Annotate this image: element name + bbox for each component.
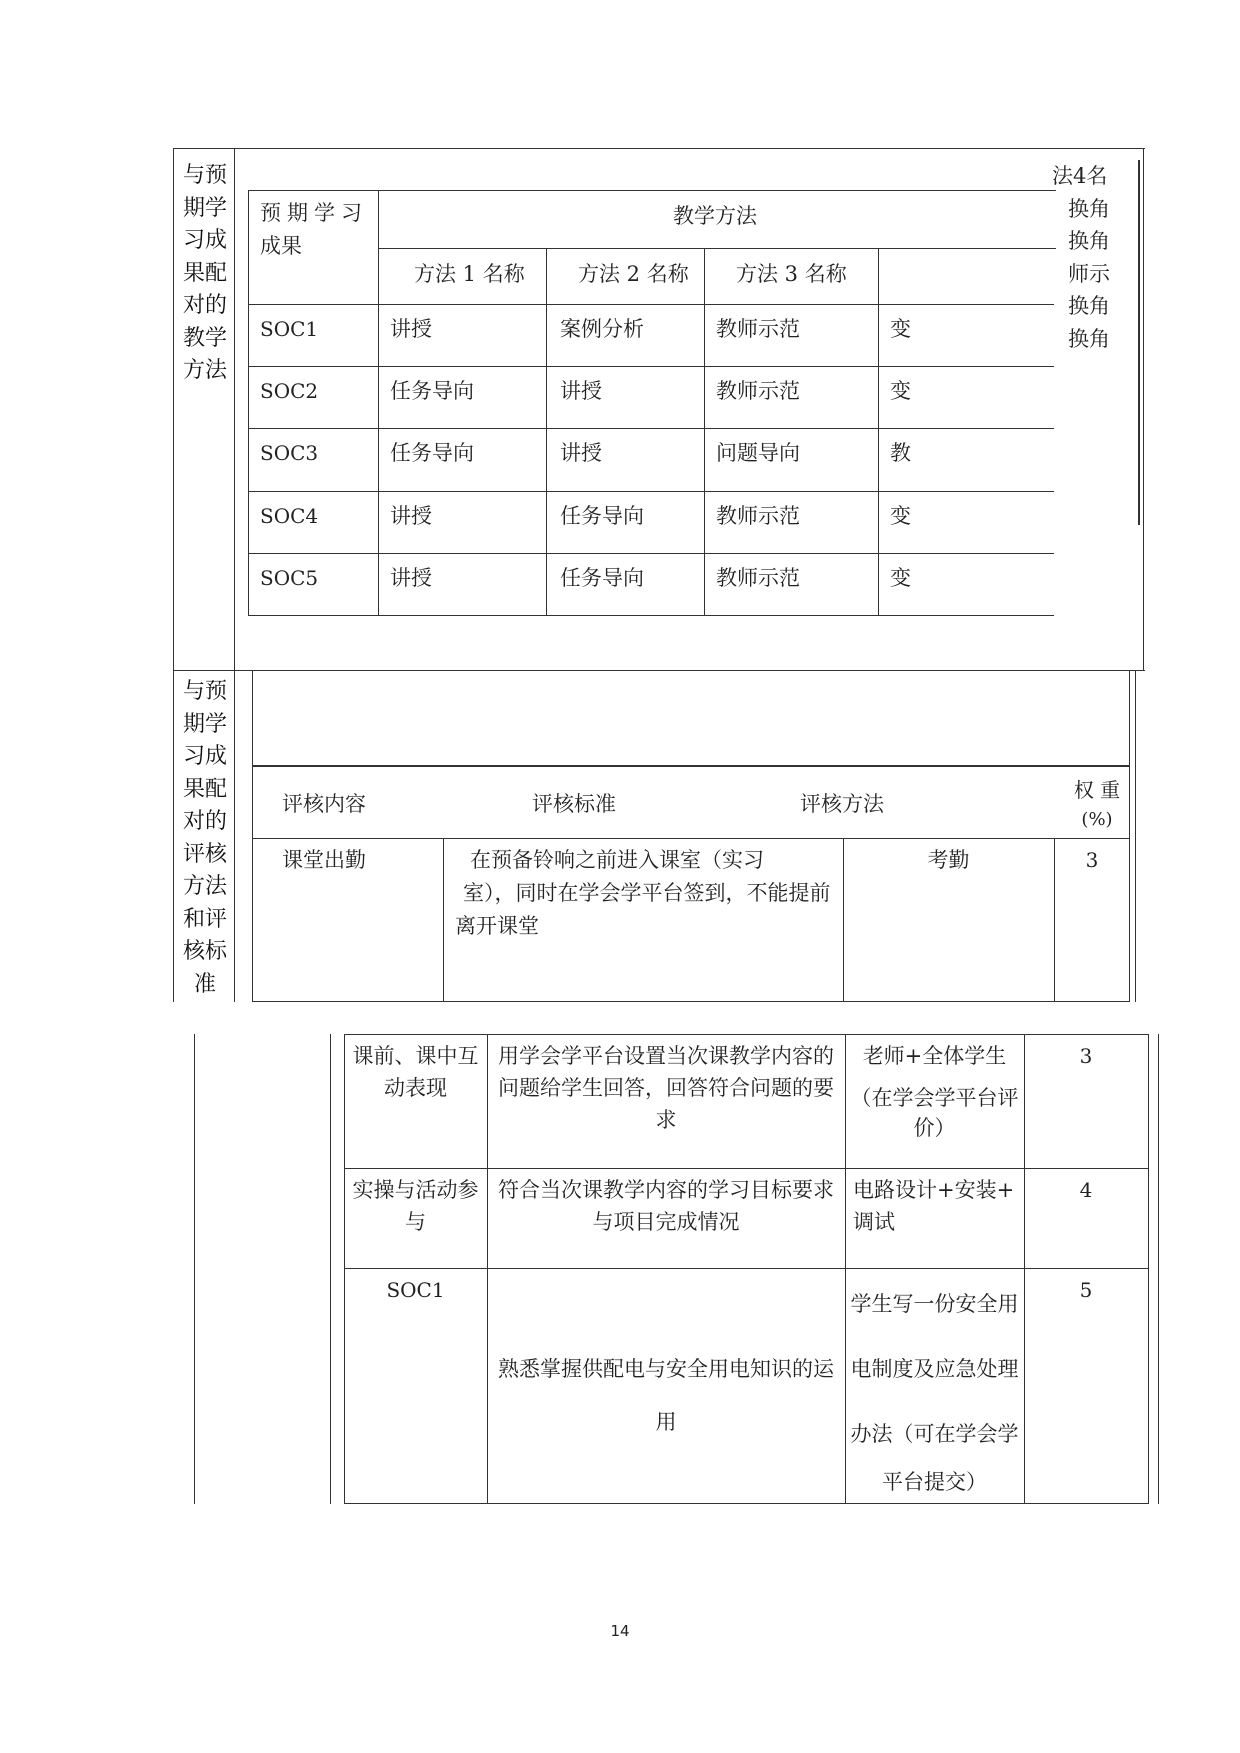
frame-line <box>173 148 174 670</box>
frame-line <box>330 1034 331 1504</box>
method-cell: 学生写一份安全用 <box>850 1292 1019 1316</box>
method-cell: 任务导向 <box>390 441 474 465</box>
content-cell: 与 <box>405 1210 426 1234</box>
frame-line <box>234 670 235 1002</box>
method-cell: 任务导向 <box>560 566 644 590</box>
frame-line <box>1158 1034 1159 1504</box>
method-cell: 变 <box>890 379 911 403</box>
method-cell: 考勤 <box>927 848 970 872</box>
method-cell: 调试 <box>853 1210 895 1234</box>
method-cell: 老师+全体学生 <box>862 1044 1007 1068</box>
frame-line <box>234 148 235 670</box>
table-line <box>248 553 1054 554</box>
soc-cell: SOC2 <box>260 379 319 403</box>
table-line <box>443 838 444 1002</box>
header-method-3: 方法 3 名称 <box>736 262 847 286</box>
frame-line <box>1129 670 1130 1002</box>
content-cell: SOC1 <box>386 1278 445 1302</box>
table-line <box>248 615 1054 616</box>
method-cell: 教师示范 <box>716 317 800 341</box>
table-line <box>344 1503 1148 1504</box>
soc-cell: SOC4 <box>260 504 319 528</box>
soc-cell: SOC3 <box>260 441 319 465</box>
weight-cell: 5 <box>1079 1278 1093 1302</box>
method-cell: 讲授 <box>390 504 432 528</box>
method-cell: 讲授 <box>390 566 432 590</box>
method-cell: 教师示范 <box>716 566 800 590</box>
table-line <box>248 491 1054 492</box>
frame-line <box>1138 160 1140 525</box>
standard-cell: 在预备铃响之前进入课室（实习 <box>470 848 764 872</box>
standard-cell: 与项目完成情况 <box>592 1210 740 1234</box>
frame-line <box>1135 670 1136 1002</box>
content-cell: 课堂出勤 <box>282 848 366 872</box>
table-line <box>252 1001 1130 1002</box>
method-cell: 讲授 <box>560 441 602 465</box>
content-cell: 实操与活动参 <box>352 1178 479 1202</box>
soc-cell: SOC5 <box>260 566 319 590</box>
method-cell: 问题导向 <box>716 441 800 465</box>
standard-cell: 离开课堂 <box>455 914 539 938</box>
header-assessment-content: 评核内容 <box>282 792 366 816</box>
method-cell: 变 <box>890 504 911 528</box>
standard-cell: 熟悉掌握供配电与安全用电知识的运 <box>498 1357 834 1381</box>
method-cell: 办法（可在学会学 <box>850 1422 1019 1446</box>
weight-cell: 3 <box>1079 1044 1093 1068</box>
table-line <box>378 248 1056 249</box>
method-cell: 任务导向 <box>390 379 474 403</box>
method-cell: 变 <box>890 566 911 590</box>
table-line <box>248 366 1054 367</box>
header-method-2: 方法 2 名称 <box>578 262 689 286</box>
page-number: 14 <box>610 1622 630 1640</box>
standard-cell: 符合当次课教学内容的学习目标要求 <box>498 1178 834 1202</box>
method-cell: 教师示范 <box>716 379 800 403</box>
frame-line <box>173 670 174 1002</box>
standard-cell: 室），同时在学会学平台签到，不能提前 <box>463 881 831 905</box>
method-cell: 讲授 <box>390 317 432 341</box>
header-weight-unit: (%) <box>1081 809 1113 830</box>
table-line <box>1148 1034 1149 1504</box>
weight-cell: 3 <box>1085 848 1099 872</box>
table-line <box>344 1034 1148 1035</box>
soc-cell: SOC1 <box>260 317 319 341</box>
content-cell: 动表现 <box>384 1076 447 1100</box>
content-cell: 课前、课中互 <box>352 1044 479 1068</box>
method-cell: 变 <box>890 317 911 341</box>
method-cell: 教师示范 <box>716 504 800 528</box>
method-cell: 价） <box>913 1116 956 1140</box>
standard-cell: 用学会学平台设置当次课教学内容的 <box>498 1044 834 1068</box>
method-cell: 平台提交） <box>882 1470 987 1494</box>
header-weight: 权 重 <box>1073 778 1121 802</box>
table-line <box>344 1268 1148 1269</box>
overflow-text: 法4名 换角 换角 师示 换角 换角 <box>1052 164 1110 351</box>
table-line <box>252 838 1130 839</box>
method-cell: 任务导向 <box>560 504 644 528</box>
standard-cell: 用 <box>655 1410 677 1434</box>
table-line <box>248 190 1056 191</box>
header-expected-outcome-2: 成果 <box>260 234 302 258</box>
side-label-teaching-methods: 与预 期学 习成 果配 对的 教学 方法 <box>182 163 227 383</box>
header-assessment-standard: 评核标准 <box>532 792 616 816</box>
method-cell: 电路设计+安装+ <box>853 1178 1015 1202</box>
table-line <box>344 1034 345 1504</box>
side-label-assessment: 与预 期学 习成 果配 对的 评核 方法 和评 核标 准 <box>182 679 227 997</box>
header-teaching-methods: 教学方法 <box>673 204 757 228</box>
table-line <box>248 428 1054 429</box>
method-cell: （在学会学平台评 <box>850 1086 1019 1110</box>
frame-line <box>252 670 253 1002</box>
frame-line <box>1143 148 1144 670</box>
header-expected-outcome: 预期学习 <box>260 201 368 225</box>
method-cell: 教 <box>890 441 911 465</box>
frame-line <box>194 1034 195 1504</box>
standard-cell: 问题给学生回答，回答符合问题的要 <box>498 1076 834 1100</box>
table-line <box>252 765 1130 767</box>
header-assessment-method: 评核方法 <box>800 792 884 816</box>
frame-line <box>173 148 1145 149</box>
table-line <box>344 1168 1148 1169</box>
weight-cell: 4 <box>1079 1178 1093 1202</box>
method-cell: 案例分析 <box>560 317 644 341</box>
method-cell: 电制度及应急处理 <box>850 1357 1019 1381</box>
table-line <box>1024 1034 1025 1504</box>
standard-cell: 求 <box>655 1108 677 1132</box>
table-line <box>248 304 1054 305</box>
method-cell: 讲授 <box>560 379 602 403</box>
frame-line <box>252 670 1136 671</box>
header-method-1: 方法 1 名称 <box>414 262 525 286</box>
